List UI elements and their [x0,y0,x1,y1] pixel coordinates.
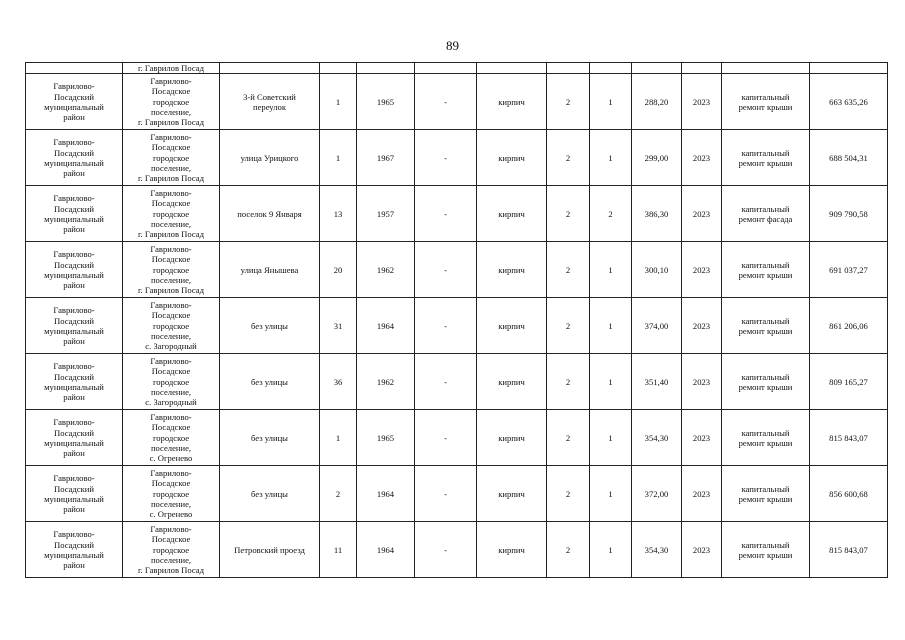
district-cell-text: Гаврилово- Посадский муниципальный район [44,529,104,570]
district-cell [26,186,123,242]
plan-year-cell [682,410,722,466]
district-cell-text: Гаврилово- Посадский муниципальный район [44,137,104,178]
floors-cell-text: 2 [565,208,571,219]
plan-year-cell-text: 2023 [692,96,711,107]
plan-year-cell [682,466,722,522]
dash-cell [415,130,477,186]
street-cell-text: без улицы [251,488,288,499]
table-row [26,74,888,130]
table-row [26,466,888,522]
work-type-cell [722,186,810,242]
plan-year-cell-text: 2023 [692,376,711,387]
area-cell [632,466,682,522]
dash-cell [415,242,477,298]
wall-material-cell-text: кирпич [498,432,525,443]
table-cell [547,63,590,74]
dash-cell-text: - [444,544,447,555]
build-year-cell [357,186,415,242]
house-number-cell [320,74,357,130]
house-number-cell [320,354,357,410]
wall-material-cell-text: кирпич [498,152,525,163]
cost-cell [810,354,888,410]
dash-cell [415,186,477,242]
table-row [26,186,888,242]
area-cell-text: 300,10 [644,264,669,275]
area-cell-text: 374,00 [644,320,669,331]
floors-cell [547,410,590,466]
house-number-cell-text: 13 [333,208,343,219]
cost-cell [810,466,888,522]
plan-year-cell-text: 2023 [692,208,711,219]
district-cell-text: Гаврилово- Посадский муниципальный район [44,193,104,234]
table-row [26,410,888,466]
house-number-cell [320,522,357,578]
cost-cell-text: 815 843,07 [829,544,868,555]
build-year-cell-text: 1964 [376,488,395,499]
house-number-cell [320,186,357,242]
cost-cell-text: 815 843,07 [829,432,868,443]
settlement-cell [123,242,220,298]
street-cell [220,130,320,186]
floors-cell [547,354,590,410]
area-cell-text: 288,20 [644,96,669,107]
work-type-cell-text: капитальный ремонт крыши [738,147,793,168]
entrances-cell-text: 1 [608,320,613,331]
house-number-cell-text: 20 [333,264,343,275]
settlement-cell [123,74,220,130]
plan-year-cell [682,522,722,578]
house-number-cell [320,466,357,522]
work-type-cell-text: капитальный ремонт крыши [738,259,793,280]
work-type-cell [722,74,810,130]
street-cell-text: 3-й Советский переулок [243,91,296,112]
dash-cell [415,74,477,130]
house-number-cell [320,242,357,298]
table-cell-locality: г. Гаврилов Посад [123,63,220,74]
wall-material-cell [477,186,547,242]
cost-cell-text: 688 504,31 [829,152,868,163]
work-type-cell-text: капитальный ремонт крыши [738,483,793,504]
wall-material-cell-text: кирпич [498,264,525,275]
street-cell [220,242,320,298]
settlement-cell-text: Гаврилово- Посадское городское поселение, г. Гаврилов Посад [138,524,204,575]
table-cell [220,63,320,74]
dash-cell-text: - [444,264,447,275]
house-number-cell-text: 31 [333,320,343,331]
floors-cell [547,130,590,186]
work-type-cell-text: капитальный ремонт крыши [738,91,793,112]
work-type-cell [722,242,810,298]
house-number-cell [320,298,357,354]
repair-plan-table [25,62,888,578]
wall-material-cell-text: кирпич [498,376,525,387]
district-cell [26,410,123,466]
area-cell-text: 299,00 [644,152,669,163]
build-year-cell [357,522,415,578]
plan-year-cell [682,130,722,186]
entrances-cell-text: 1 [608,264,613,275]
settlement-cell [123,354,220,410]
house-number-cell-text: 1 [335,432,341,443]
floors-cell [547,522,590,578]
street-cell-text: без улицы [251,376,288,387]
house-number-cell-text: 1 [335,152,341,163]
street-cell [220,298,320,354]
entrances-cell-text: 1 [608,376,613,387]
street-cell [220,410,320,466]
district-cell [26,298,123,354]
entrances-cell-text: 1 [608,152,613,163]
street-cell-text: поселок 9 Января [237,208,302,219]
area-cell-text: 386,30 [644,208,669,219]
floors-cell [547,298,590,354]
area-cell [632,130,682,186]
build-year-cell-text: 1964 [376,544,395,555]
cost-cell [810,298,888,354]
entrances-cell-text: 2 [608,208,613,219]
settlement-cell-text: Гаврилово- Посадское городское поселение, с. Загородный [145,300,197,351]
floors-cell-text: 2 [565,544,571,555]
district-cell [26,466,123,522]
floors-cell-text: 2 [565,264,571,275]
floors-cell [547,74,590,130]
table-row [26,63,888,74]
cost-cell [810,410,888,466]
house-number-cell [320,410,357,466]
work-type-cell [722,298,810,354]
wall-material-cell [477,410,547,466]
cost-cell [810,74,888,130]
build-year-cell-text: 1967 [376,152,395,163]
dash-cell-text: - [444,320,447,331]
plan-year-cell [682,74,722,130]
floors-cell-text: 2 [565,376,571,387]
work-type-cell-text: капитальный ремонт крыши [738,427,793,448]
wall-material-cell [477,242,547,298]
district-cell-text: Гаврилово- Посадский муниципальный район [44,361,104,402]
street-cell [220,186,320,242]
dash-cell [415,298,477,354]
wall-material-cell [477,466,547,522]
work-type-cell [722,466,810,522]
work-type-cell-text: капитальный ремонт крыши [738,371,793,392]
table-row [26,522,888,578]
table-cell [810,63,888,74]
dash-cell [415,466,477,522]
wall-material-cell-text: кирпич [498,320,525,331]
district-cell [26,130,123,186]
work-type-cell-text: капитальный ремонт крыши [738,315,793,336]
cost-cell-text: 909 790,58 [829,208,868,219]
build-year-cell-text: 1962 [376,376,395,387]
build-year-cell [357,130,415,186]
wall-material-cell [477,354,547,410]
wall-material-cell-text: кирпич [498,544,525,555]
entrances-cell-text: 1 [608,96,613,107]
build-year-cell-text: 1964 [376,320,395,331]
settlement-cell-text: Гаврилово- Посадское городское поселение, г. Гаврилов Посад [138,76,204,127]
settlement-cell [123,522,220,578]
floors-cell-text: 2 [565,488,571,499]
district-cell [26,74,123,130]
entrances-cell [590,186,632,242]
table-cell [632,63,682,74]
area-cell-text: 354,30 [644,432,669,443]
work-type-cell [722,354,810,410]
build-year-cell [357,242,415,298]
district-cell-text: Гаврилово- Посадский муниципальный район [44,473,104,514]
table-row [26,130,888,186]
work-type-cell [722,410,810,466]
work-type-cell [722,130,810,186]
table-cell [590,63,632,74]
floors-cell-text: 2 [565,152,571,163]
cost-cell-text: 861 206,06 [829,320,868,331]
area-cell [632,242,682,298]
house-number-cell-text: 36 [333,376,343,387]
floors-cell [547,466,590,522]
cost-cell [810,242,888,298]
table-cell [722,63,810,74]
area-cell-text: 354,30 [644,544,669,555]
street-cell-text: без улицы [251,432,288,443]
settlement-cell [123,466,220,522]
settlement-cell [123,298,220,354]
dash-cell-text: - [444,208,447,219]
settlement-cell-text: Гаврилово- Посадское городское поселение, г. Гаврилов Посад [138,244,204,295]
cost-cell [810,130,888,186]
wall-material-cell [477,522,547,578]
floors-cell-text: 2 [565,432,571,443]
build-year-cell [357,354,415,410]
cost-cell-text: 663 635,26 [829,96,868,107]
district-cell [26,354,123,410]
settlement-cell-text: Гаврилово- Посадское городское поселение, с. Огренево [149,468,193,519]
house-number-cell-text: 2 [335,488,341,499]
street-cell [220,354,320,410]
entrances-cell-text: 1 [608,544,613,555]
build-year-cell [357,74,415,130]
wall-material-cell [477,74,547,130]
dash-cell [415,354,477,410]
build-year-cell-text: 1965 [376,96,395,107]
work-type-cell-text: капитальный ремонт фасада [738,203,793,224]
table-cell [682,63,722,74]
entrances-cell [590,242,632,298]
settlement-cell-text: Гаврилово- Посадское городское поселение, г. Гаврилов Посад [138,132,204,183]
cost-cell [810,522,888,578]
settlement-cell-text: Гаврилово- Посадское городское поселение, с. Загородный [145,356,197,407]
table-cell [477,63,547,74]
entrances-cell-text: 1 [608,432,613,443]
street-cell-text: улица Урицкого [240,152,299,163]
house-number-cell-text: 1 [335,96,341,107]
dash-cell-text: - [444,432,447,443]
plan-year-cell [682,186,722,242]
table-row [26,354,888,410]
district-cell-text: Гаврилово- Посадский муниципальный район [44,81,104,122]
plan-year-cell-text: 2023 [692,432,711,443]
build-year-cell [357,466,415,522]
street-cell [220,466,320,522]
dash-cell [415,522,477,578]
table-row [26,298,888,354]
street-cell [220,74,320,130]
entrances-cell [590,466,632,522]
entrances-cell [590,130,632,186]
plan-year-cell [682,242,722,298]
wall-material-cell [477,298,547,354]
build-year-cell-text: 1965 [376,432,395,443]
area-cell [632,298,682,354]
area-cell [632,74,682,130]
plan-year-cell-text: 2023 [692,264,711,275]
dash-cell-text: - [444,96,447,107]
settlement-cell-text: Гаврилово- Посадское городское поселение, г. Гаврилов Посад [138,188,204,239]
house-number-cell-text: 11 [333,544,343,555]
table-cell [357,63,415,74]
settlement-cell [123,410,220,466]
entrances-cell [590,410,632,466]
entrances-cell [590,522,632,578]
settlement-cell-text: Гаврилово- Посадское городское поселение, с. Огренево [149,412,193,463]
wall-material-cell-text: кирпич [498,96,525,107]
area-cell [632,186,682,242]
area-cell [632,522,682,578]
build-year-cell-text: 1957 [376,208,395,219]
street-cell [220,522,320,578]
table-cell [26,63,123,74]
plan-year-cell-text: 2023 [692,488,711,499]
dash-cell-text: - [444,376,447,387]
street-cell-text: без улицы [251,320,288,331]
table-cell [320,63,357,74]
entrances-cell [590,74,632,130]
table-row [26,242,888,298]
plan-year-cell-text: 2023 [692,152,711,163]
entrances-cell [590,298,632,354]
floors-cell-text: 2 [565,320,571,331]
entrances-cell-text: 1 [608,488,613,499]
plan-year-cell-text: 2023 [692,320,711,331]
settlement-cell [123,130,220,186]
wall-material-cell [477,130,547,186]
table-cell [415,63,477,74]
dash-cell-text: - [444,488,447,499]
entrances-cell [590,354,632,410]
build-year-cell [357,410,415,466]
cost-cell-text: 691 037,27 [829,264,868,275]
cost-cell [810,186,888,242]
area-cell-text: 351,40 [644,376,669,387]
district-cell-text: Гаврилово- Посадский муниципальный район [44,417,104,458]
floors-cell [547,186,590,242]
plan-year-cell [682,298,722,354]
build-year-cell [357,298,415,354]
area-cell [632,410,682,466]
district-cell [26,242,123,298]
street-cell-text: Петровский проезд [234,544,305,555]
cost-cell-text: 856 600,68 [829,488,868,499]
build-year-cell-text: 1962 [376,264,395,275]
street-cell-text: улица Янышева [240,264,299,275]
district-cell [26,522,123,578]
area-cell [632,354,682,410]
work-type-cell-text: капитальный ремонт крыши [738,539,793,560]
district-cell-text: Гаврилово- Посадский муниципальный район [44,249,104,290]
wall-material-cell-text: кирпич [498,208,525,219]
dash-cell-text: - [444,152,447,163]
settlement-cell [123,186,220,242]
dash-cell [415,410,477,466]
plan-year-cell-text: 2023 [692,544,711,555]
page-number: 89 [446,38,459,53]
house-number-cell [320,130,357,186]
floors-cell-text: 2 [565,96,571,107]
wall-material-cell-text: кирпич [498,488,525,499]
floors-cell [547,242,590,298]
district-cell-text: Гаврилово- Посадский муниципальный район [44,305,104,346]
plan-year-cell [682,354,722,410]
work-type-cell [722,522,810,578]
area-cell-text: 372,00 [644,488,669,499]
cost-cell-text: 809 165,27 [829,376,868,387]
